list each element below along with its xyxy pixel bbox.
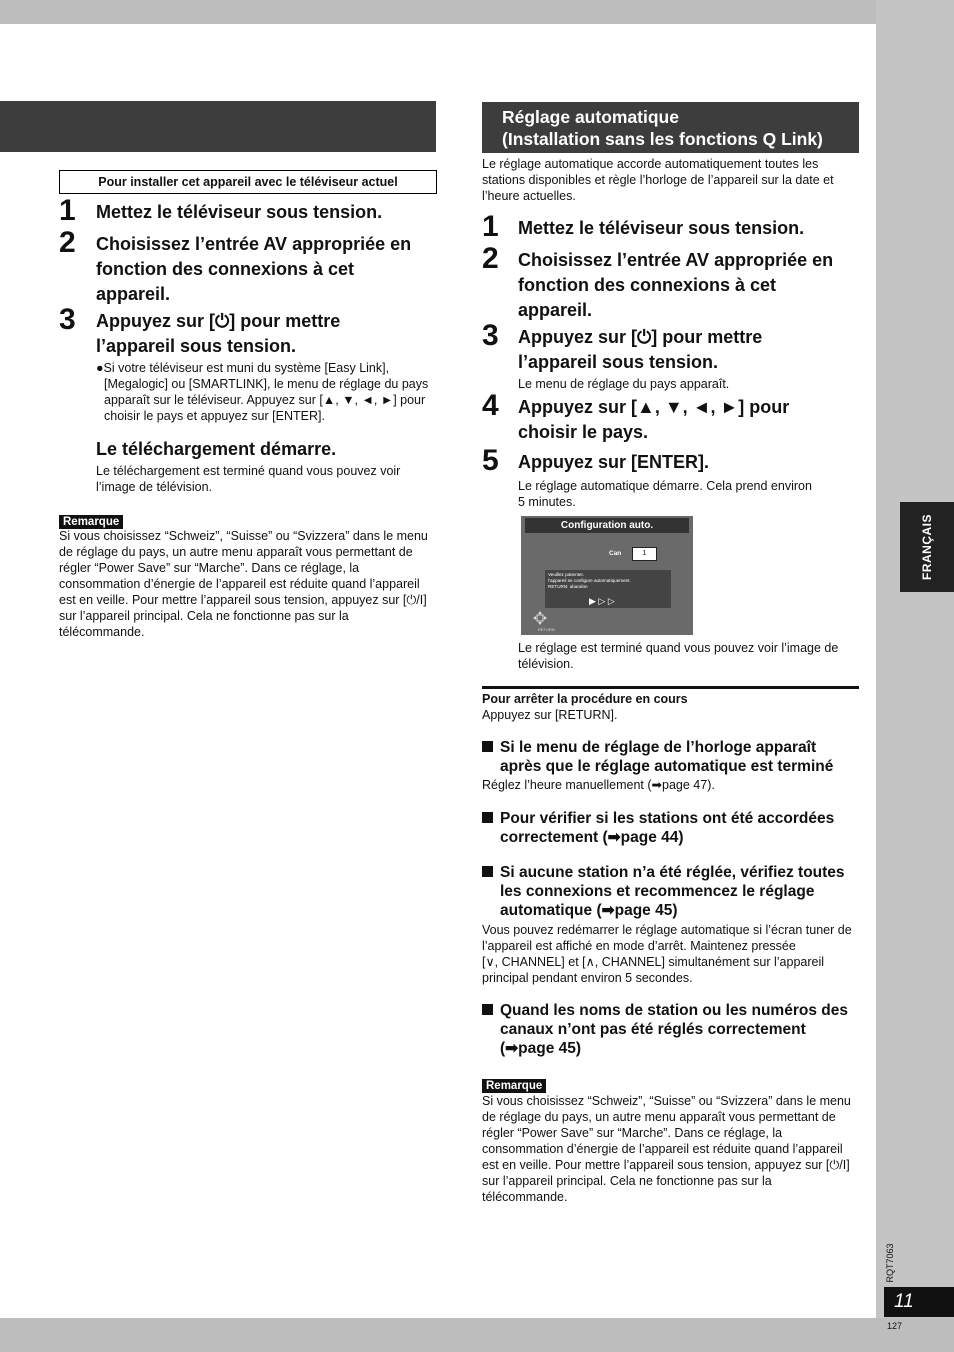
screen-title: Configuration auto. [525,518,689,533]
page-number: 11 [884,1287,954,1317]
right-step-2-number: 2 [482,242,499,275]
left-step-3-note: ●Si votre téléviseur est muni du système [Easy Link], [Megalogic] ou [SMARTLINK], le menu de réglage du pays apparaît sur le téléviseur. Appuyez sur [▲, ▼, ◄, ►] pour choisir le pays et appuyez sur [ENTER]. [96,361,429,423]
section-no-station-title: Si aucune station n’a été réglée, vérifiez toutes les connexions et recommencez le réglage automatique (➡page 45) [482,863,859,923]
right-step-5-number: 5 [482,444,499,477]
square-bullet-icon [482,812,493,823]
download-title: Le téléchargement démarre. [96,439,337,459]
right-remark-text: Si vous choisissez “Schweiz”, “Suisse” ou “Svizzera” dans le menu de réglage du pays, un autre menu apparaît vous permettant de régler “Power Save” sur “Marche”. Dans ce réglage, la consommation d’énergie de l’appareil est réduite quand l’appareil est en veille. Pour mettre l’appareil sous tension, appuyez sur [⏻/I] sur l’appareil principal. Cela ne fonctionne pas sur la télécommande. [482,1094,851,1204]
progress-arrows: ▶ ▷ ▷ [589,596,615,606]
screen-message-box: Veuillez patienter. l’appareil se configure automatiquement. RETURN: abandon ▶ ▷ ▷ [545,570,671,608]
right-section-header: Réglage automatique (Installation sans les fonctions Q Link) [482,102,859,153]
download-text: Le téléchargement est terminé quand vous pouvez voir l’image de télévision. [96,464,401,494]
right-step-5-note: Le réglage automatique démarre. Cela prend environ 5 minutes. [518,479,812,509]
screen-channel-value: 1 [632,547,657,561]
right-step-3-text: Appuyez sur [⏻] pour mettre l’appareil sous tension. [518,327,763,372]
right-step-3-number: 3 [482,319,499,352]
page-number-small: 127 [887,1321,903,1331]
right-intro: Le réglage automatique accorde automatiquement toutes les stations disponibles et règle l’horloge de l’appareil sur la date et l’heure actuelles. [482,157,834,203]
language-tab: FRANÇAIS [900,502,954,592]
right-step-2-text: Choisissez l’entrée AV appropriée en fonction des connexions à cet appareil. [518,250,834,320]
stop-title: Pour arrêter la procédure en cours [482,692,688,706]
top-margin-bar [0,0,954,24]
right-remark-label: Remarque [482,1076,546,1094]
tv-screen-illustration [521,516,693,635]
right-step-5-text: Appuyez sur [ENTER]. [518,452,710,472]
left-section-header [0,101,436,152]
screen-channel-label: Can [609,550,622,557]
right-step-1-number: 1 [482,210,499,243]
square-bullet-icon [482,1004,493,1015]
navigation-icon [533,611,547,625]
right-step-4-number: 4 [482,389,499,422]
left-boxed-title: Pour installer cet appareil avec le téléviseur actuel [59,170,437,194]
screen-return-label: RETURN [538,627,555,632]
section-divider [482,686,859,689]
right-step-1-text: Mettez le téléviseur sous tension. [518,218,805,238]
left-step-2-text: Choisissez l’entrée AV appropriée en fonction des connexions à cet appareil. [96,234,412,304]
left-step-1-number: 1 [59,194,76,227]
right-step-4-text: Appuyez sur [▲, ▼, ◄, ►] pour choisir le pays. [518,397,790,442]
section-clock-text: Réglez l’heure manuellement (➡page 47). [482,778,715,792]
section-no-station-text: Vous pouvez redémarrer le réglage automatique si l’écran tuner de l’appareil est affiché en mode d’arrêt. Maintenez pressée [∨, CHANNEL] et [∧, CHANNEL] simultanément sur l’appareil principal pendant environ 5 secondes. [482,923,852,985]
right-step-3-note: Le menu de réglage du pays apparaît. [518,377,730,391]
square-bullet-icon [482,741,493,752]
bottom-margin-bar [0,1318,954,1352]
section-verify-title: Pour vérifier si les stations ont été accordées correctement (➡page 44) [482,809,859,849]
left-step-3-number: 3 [59,303,76,336]
left-remark-label: Remarque [59,512,123,530]
stop-text: Appuyez sur [RETURN]. [482,708,618,722]
right-after-screen: Le réglage est terminé quand vous pouvez voir l’image de télévision. [518,641,839,671]
left-remark-text: Si vous choisissez “Schweiz”, “Suisse” ou “Svizzera” dans le menu de réglage du pays, un autre menu apparaît vous permettant de régler “Power Save” sur “Marche”. Dans ce réglage, la consommation d’énergie de l’appareil est réduite quand l’appareil est en veille. Pour mettre l’appareil sous tension, appuyez sur [⏻/I] sur l’appareil principal. Cela ne fonctionne pas sur la télécommande. [59,529,428,639]
section-clock-title: Si le menu de réglage de l’horloge apparaît après que le réglage automatique est terminé [482,738,859,778]
right-margin-bar [876,0,954,1352]
left-step-3-text: Appuyez sur [⏻] pour mettre l’appareil sous tension. [96,311,341,356]
document-code: RQT7063 [885,1243,895,1283]
left-step-2-number: 2 [59,226,76,259]
left-step-1-text: Mettez le téléviseur sous tension. [96,202,383,222]
square-bullet-icon [482,866,493,877]
section-names-title: Quand les noms de station ou les numéros des canaux n’ont pas été réglés correctement (➡page 45) [482,1001,859,1061]
